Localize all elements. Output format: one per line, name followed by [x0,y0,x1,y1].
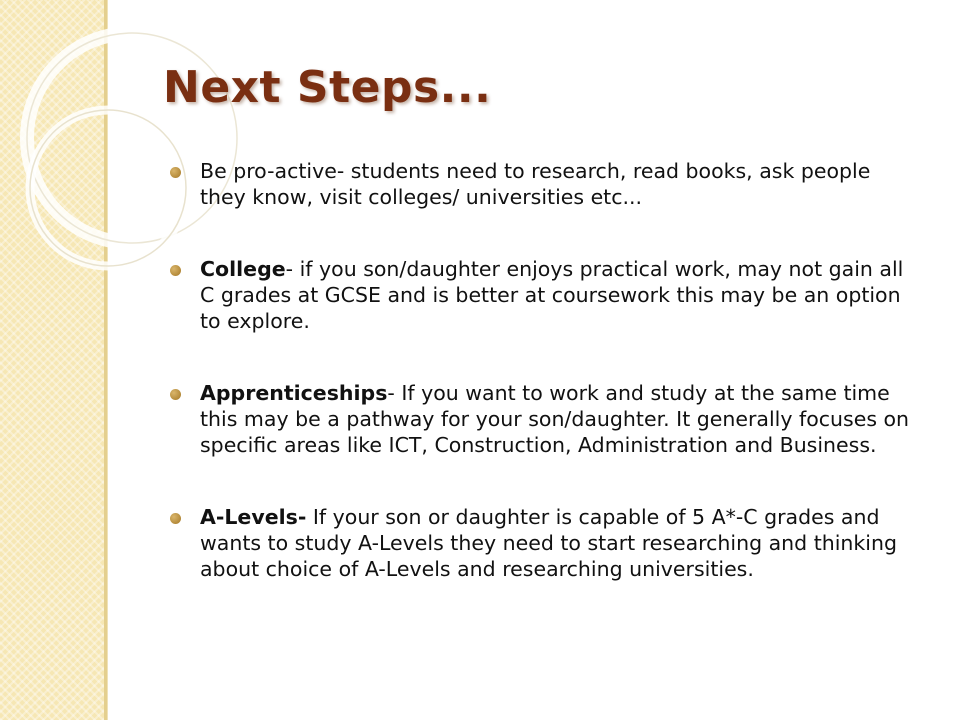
bullet-dot-icon [170,513,181,524]
bullet-list [170,158,910,582]
bullet-dot-icon [170,265,181,276]
bullet-term: A-Levels- [200,505,307,529]
bullet-item-be-proactive [170,158,910,210]
bullet-text: - If you want to work and study at the same time this may be a pathway for your son/daughter. It generally focuses on specific areas like ICT, Construction, Administration and Business. [200,381,910,457]
bullet-item-college [170,256,910,334]
bullet-term: Apprenticeships [200,381,388,405]
bullet-text: Be pro-active- students need to research, read books, ask people they know, visit colleges/ universities etc... [200,159,871,209]
slide-title: Next Steps... [163,62,492,113]
bullet-term: College [200,257,286,281]
side-band-edge-light [107,0,108,720]
bullet-dot-icon [170,167,181,178]
side-band-decoration [0,0,104,720]
bullet-text: If your son or daughter is capable of 5 A*-C grades and wants to study A-Levels they need to start researching and thinking about choice of A-Levels and researching universities. [200,505,897,581]
bullet-text: - if you son/daughter enjoys practical work, may not gain all C grades at GCSE and is better at coursework this may be an option to explore. [200,257,904,333]
bullet-dot-icon [170,389,181,400]
bullet-item-a-levels [170,504,910,582]
bullet-item-apprenticeships [170,380,910,458]
